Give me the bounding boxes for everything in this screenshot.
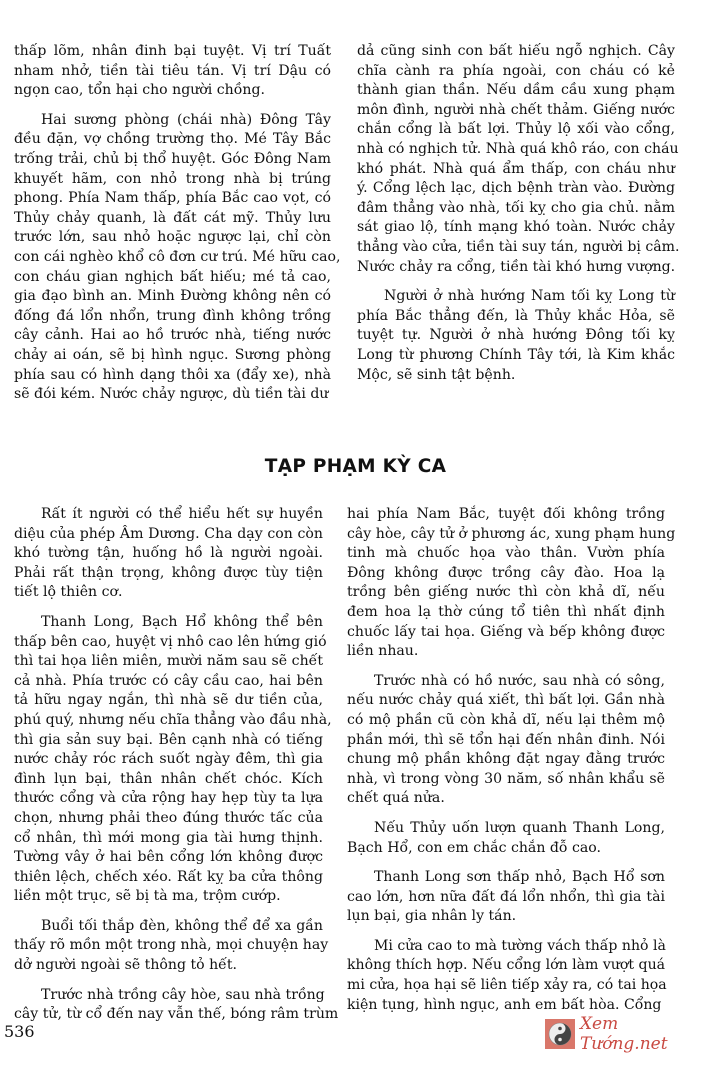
text-line: ý. Cổng lệch lạc, dịch bệnh tràn vào. Đường: [357, 180, 675, 197]
paragraph: [14, 917, 329, 976]
text-line: ngọn cao, tổn hại cho người chồng.: [14, 82, 265, 99]
paragraph: [347, 672, 665, 809]
text-line: cả nhà. Phía trước có cây cầu cao, hai bên: [14, 672, 323, 689]
paragraph: [347, 505, 676, 662]
page-number: 536: [4, 1022, 35, 1041]
text-line: thì tai họa liên miên, mười năm sau sẽ chết: [14, 653, 323, 670]
text-line: liền nhau.: [347, 643, 419, 660]
column-bottom-right: [347, 505, 676, 1025]
text-line: lụn bại, gia nhân ly tán.: [347, 908, 517, 925]
text-line: thấp bên cao, huyệt vị nhô cao lên hứng gió: [14, 633, 327, 650]
text-line: Trước nhà có hồ nước, sau nhà có sông,: [374, 672, 665, 689]
text-line: đống đá lổn nhổn, trung đình không trồng: [14, 307, 331, 324]
text-line: mi cửa, họa hại sẽ liên tiếp xảy ra, có tai họa: [347, 977, 667, 994]
text-line: Nếu Thủy uốn lượn quanh Thanh Long,: [374, 819, 665, 836]
paragraph: [347, 937, 665, 1015]
text-line: Người ở nhà hướng Nam tối kỵ Long từ: [384, 288, 675, 305]
text-line: thành gian thần. Nếu dầm cầu xung phạm: [357, 82, 675, 99]
text-line: nham nhở, tiền tài tiêu tán. Vị trí Dậu có: [14, 62, 331, 79]
text-line: sẽ đói kém. Nước chảy ngược, dù tiền tài dư: [14, 386, 329, 403]
text-line: chung mộ phần không đặt ngay đằng trước: [347, 751, 665, 768]
text-line: Buổi tối thắp đèn, không thể để xa gần: [41, 917, 323, 934]
text-line: tả hữu ngay ngắn, thì nhà sẽ dư tiền của,: [14, 692, 323, 709]
text-line: Long từ phương Chính Tây tới, là Kim khắc: [357, 346, 675, 363]
text-line: Trước nhà trồng cây hòe, sau nhà trồng: [41, 986, 325, 1003]
text-line: đều đặn, vợ chồng trường thọ. Mé Tây Bắc: [14, 131, 331, 148]
text-line: cổ nhân, thì mới mong gia tài hưng thịnh.: [14, 829, 323, 846]
watermark-logo: [545, 1014, 711, 1054]
text-line: diệu của phép Âm Dương. Cha dạy con còn: [14, 525, 323, 542]
text-line: Mộc, sẽ sinh tật bệnh.: [357, 366, 516, 383]
text-line: chọn, nhưng phải theo đúng thước tấc của: [14, 809, 323, 826]
text-line: chắn cổng là bất lợi. Thủy lộ xối vào cổng,: [357, 121, 675, 138]
text-line: phong. Phía Nam thấp, phía Bắc cao vọt, có: [14, 190, 331, 207]
text-line: môn đình, người nhà chết thảm. Giếng nước: [357, 101, 675, 118]
yin-yang-icon: [545, 1019, 575, 1049]
text-line: thiên lệch, chếch xéo. Rất kỵ ba cửa thông: [14, 868, 323, 885]
text-line: tuyệt tự. Người ở nhà hướng Đông tối kỵ: [357, 327, 675, 344]
text-line: đem hoa lạ thờ cúng tổ tiên thì nhất định: [347, 603, 665, 620]
text-line: khó phát. Nhà quá ẩm thấp, con cháu như: [357, 160, 675, 177]
text-line: Phải rất thận trọng, không được tùy tiện: [14, 564, 323, 581]
text-line: chĩa cành ra phía ngoài, con cháu có kẻ: [357, 62, 675, 79]
section-heading: TẠP PHẠM KỲ CA: [264, 456, 447, 477]
text-line: sát giao lộ, tính mạng khó toàn. Nước chảy: [357, 219, 675, 236]
column-bottom-left: [14, 505, 339, 1035]
text-line: chết quá nửa.: [347, 790, 445, 807]
paragraph: [14, 986, 339, 1025]
text-line: nhà có nghịch tử. Nhà quá khô ráo, con cháu: [357, 140, 679, 157]
text-line: phần mới, thì sẽ tổn hại đến nhân đinh. Nói: [347, 731, 665, 748]
text-line: chuốc lấy tai họa. Giếng và bếp không được: [347, 623, 665, 640]
text-line: cây tử, từ cổ đến nay vẫn thế, bóng râm trùm: [14, 1006, 339, 1023]
text-line: cây hòe, cây tử ở phương ác, xung phạm hung: [347, 525, 676, 542]
text-line: Bạch Hổ, con em chắc chắn đỗ cao.: [347, 839, 602, 856]
paragraph: [357, 287, 675, 385]
text-line: có mộ phần cũ còn khả dĩ, nếu lại thêm mộ: [347, 711, 665, 728]
paragraph: [347, 819, 665, 858]
text-line: Đông không được trồng cây đào. Hoa lạ: [347, 564, 665, 581]
text-line: thì gia sản suy bại. Bên cạnh nhà có tiếng: [14, 731, 323, 748]
text-line: Hai sương phòng (chái nhà) Đông Tây: [41, 111, 331, 128]
text-line: hai phía Nam Bắc, tuyệt đối không trồng: [347, 506, 665, 522]
text-line: dả cũng sinh con bất hiếu ngỗ nghịch. Cây: [357, 43, 675, 59]
watermark-text: Xem Tướng.net: [579, 1014, 668, 1054]
paragraph: [357, 42, 680, 277]
text-line: con cái nghèo khổ cô đơn cư trú. Mé hữu cao,: [14, 248, 341, 265]
text-line: Thủy chảy quanh, là đất cát mỹ. Thủy lưu: [14, 209, 331, 226]
text-line: Thanh Long sơn thấp nhỏ, Bạch Hổ sơn: [374, 869, 665, 886]
text-line: Thanh Long, Bạch Hổ không thể bên: [41, 613, 323, 630]
paragraph: [14, 613, 332, 907]
text-line: phía sau có hình dạng thôi xa (đẩy xe), nhà: [14, 366, 331, 383]
text-line: trống trải, chủ bị thổ huyệt. Góc Đông Nam: [14, 150, 331, 167]
text-line: nước chảy róc rách suốt ngày đêm, thì gia: [14, 751, 323, 768]
text-line: thấp lõm, nhân đinh bại tuyệt. Vị trí Tuất: [14, 43, 331, 59]
text-line: khó tường tận, huống hồ là người ngoài.: [14, 545, 323, 562]
text-line: đâm thẳng vào nhà, tối kỵ cho gia chủ. nằm: [357, 199, 675, 216]
paragraph: [14, 42, 331, 101]
text-line: con cháu gian nghịch bất hiếu; mé tả cao,: [14, 268, 331, 285]
text-line: Mi cửa cao to mà tường vách thấp nhỏ là: [374, 937, 666, 954]
text-line: thước cổng và cửa rộng hay hẹp tùy ta lựa: [14, 790, 323, 807]
text-line: tiết lộ thiên cơ.: [14, 584, 123, 601]
text-line: cao lớn, hơn nữa đất đá lổn nhổn, thì gia tài: [347, 888, 665, 905]
text-line: đình lụn bại, thân nhân chết chóc. Kích: [14, 770, 323, 787]
text-line: liền một trục, sẽ bị tà ma, trộm cướp.: [14, 888, 281, 905]
text-line: dở người ngoài sẽ thông tỏ hết.: [14, 957, 237, 974]
text-line: trồng bên giếng nước thì còn khả dĩ, nếu: [347, 584, 665, 601]
text-line: nếu nước chảy quá xiết, thì bất lợi. Gần nhà: [347, 692, 665, 709]
text-line: phú quý, nhưng nếu chĩa thẳng vào đầu nhà,: [14, 711, 332, 728]
text-line: khuyết hãm, con nhỏ trong nhà bị trúng: [14, 170, 331, 187]
paragraph: [14, 111, 341, 405]
column-top-left: [14, 42, 341, 415]
text-line: Tường vây ở hai bên cổng lớn không được: [14, 849, 323, 866]
text-line: Rất ít người có thể hiểu hết sự huyền: [41, 506, 323, 522]
text-line: tinh mà chuốc họa vào thân. Vườn phía: [347, 545, 665, 562]
text-line: cây cảnh. Hai ao hồ trước nhà, tiếng nước: [14, 327, 331, 344]
text-line: kiện tụng, hình ngục, anh em bất hòa. Cổng: [347, 996, 662, 1013]
text-line: trước lớn, sau nhỏ hoặc ngược lại, chỉ còn: [14, 229, 331, 246]
text-line: thẳng vào cửa, tiền tài suy tán, người bị câm.: [357, 238, 680, 255]
text-line: thấy rõ mồn một trong nhà, mọi chuyện hay: [14, 937, 329, 954]
paragraph: [14, 505, 323, 603]
paragraph: [347, 868, 665, 927]
text-line: phía Bắc thẳng đến, là Thủy khắc Hỏa, sẽ: [357, 307, 675, 324]
text-line: chảy ai oán, sẽ bị hình ngục. Sương phòng: [14, 346, 331, 363]
column-top-right: [357, 42, 680, 395]
text-line: không thích hợp. Nếu cổng lớn làm vượt quá: [347, 957, 666, 974]
text-line: gia đạo bình an. Minh Đường không nên có: [14, 288, 331, 305]
text-line: Nước chảy ra cổng, tiền tài khó hưng vượng.: [357, 258, 676, 275]
text-line: nhà, vì trong vòng 30 năm, số nhân khẩu sẽ: [347, 770, 665, 787]
